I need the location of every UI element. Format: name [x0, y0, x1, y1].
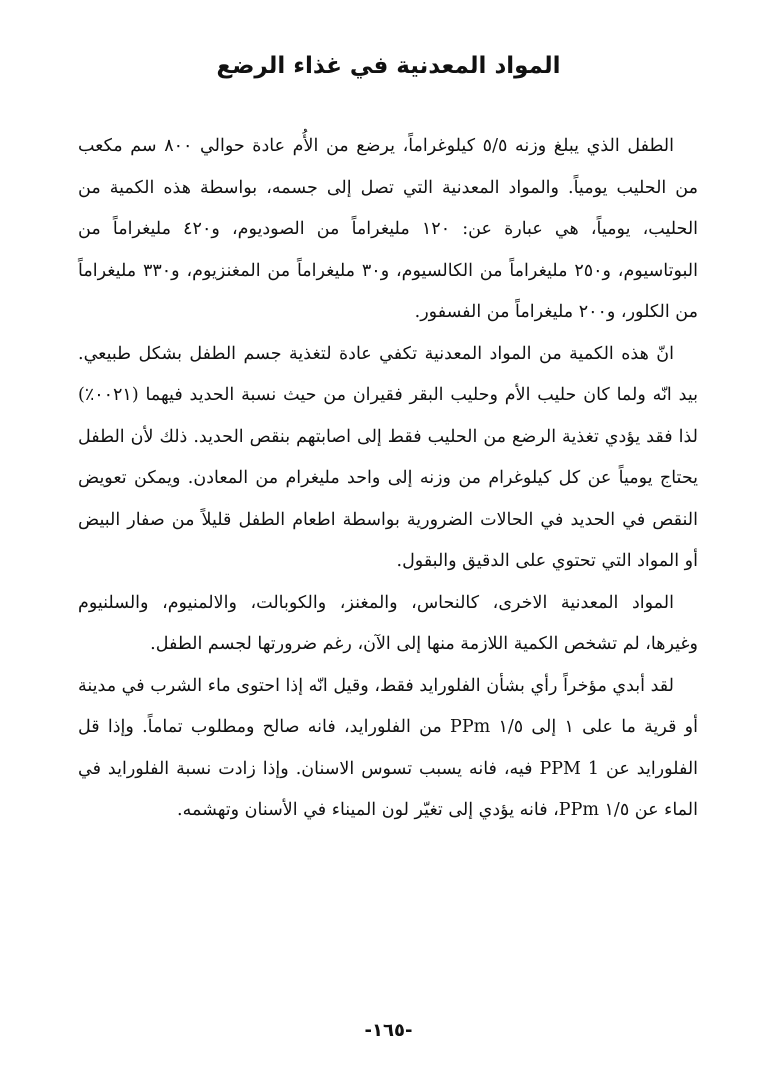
- paragraph-2: انّ هذه الكمية من المواد المعدنية تكفي عادة لتغذية جسم الطفل بشكل طبيعي. بيد انّه ولما كان حليب الأم وحليب البقر فقيران من حيث نسبة الحديد فيهما (٠٠٢١٪) لذا فقد يؤدي تغذية الرضع من الحليب فقط إلى اصابتهم بنقص الحديد. ذلك لأن الطفل يحتاج يومياً عن كل كيلوغرام من وزنه إلى واحد مليغرام من المعادن. ويمكن تعويض النقص في الحديد في الحالات الضرورية بواسطة اطعام الطفل قليلاً من صفار البيض أو المواد التي تحتوي على الدقيق والبقول.: [78, 343, 698, 571]
- body-text: [78, 126, 698, 832]
- paragraph-3: المواد المعدنية الاخرى، كالنحاس، والمغنز، والكوبالت، والالمنيوم، والسلنيوم وغيرها، لم تشخص الكمية اللازمة منها إلى الآن، رغم ضرورتها لجسم الطفل.: [78, 592, 698, 654]
- page-number: -١٦٥-: [364, 1020, 413, 1041]
- paragraph-4: لقد أبدي مؤخراً رأي بشأن الفلوراید فقط، وقیل انّه إذا احتوى ماء الشرب في مدينة أو قرية ما على ١ إلى ١/٥ PPm من الفلوراید، فانه صالح ومطلوب تماماً. وإذا قل الفلوراید عن PPM 1 فيه، فانه يسبب تسوس الاسنان. وإذا زادت نسبة الفلوراید في الماء عن ١/٥ PPm، فانه يؤدي إلى تغيّر لون الميناء في الأسنان وتهشمه.: [78, 675, 699, 820]
- paragraph-1: الطفل الذي يبلغ وزنه ٥/٥ كيلوغراماً، يرضع من الأُم عادة حوالي ٨٠٠ سم مكعب من الحليب يومياً. والمواد المعدنية التي تصل إلى جسمه، بواسطة هذه الكمية من الحليب، يومياً، هي عبارة عن: ١٢٠ مليغراماً من الصوديوم، و٤٢٠ مليغراماً من البوتاسيوم، و٢٥٠ مليغراماً من الكالسيوم، و٣٠ مليغراماً من المغنزيوم، و٣٣٠ مليغراماً من الكلور، و٢٠٠ مليغراماً من الفسفور.: [78, 136, 699, 322]
- page-title: المواد المعدنية في غذاء الرضع: [216, 53, 561, 79]
